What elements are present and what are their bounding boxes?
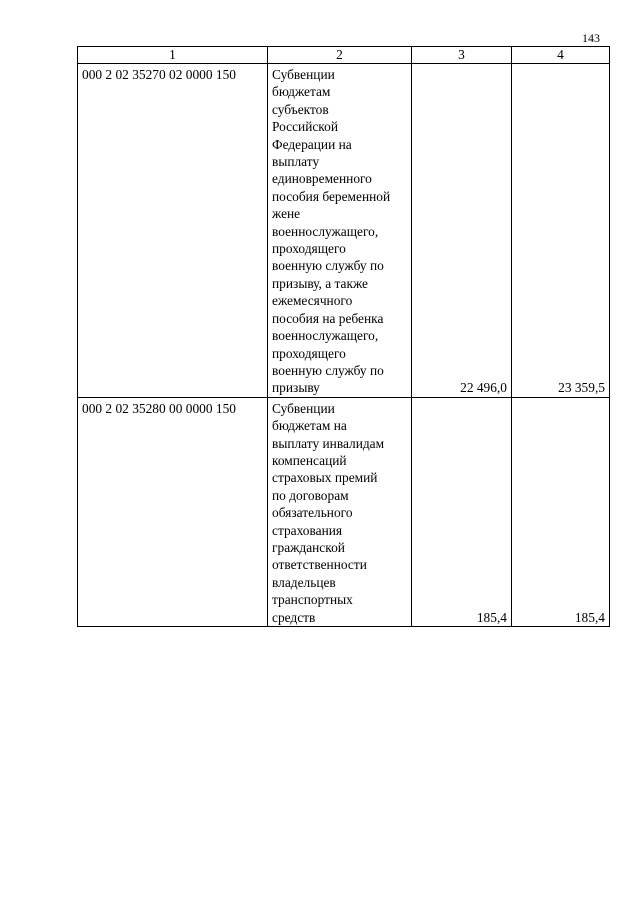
amount-col4: 23 359,5 xyxy=(512,64,610,398)
text-line: выплату xyxy=(272,154,320,170)
text-line: военную службу по xyxy=(272,258,384,274)
text-line: военнослужащего, xyxy=(272,223,379,239)
text-line: проходящего xyxy=(272,241,346,257)
column-header: 4 xyxy=(512,47,610,64)
budget-code: 000 2 02 35280 00 0000 150 xyxy=(78,397,268,626)
text-line: пособия на ребенка xyxy=(272,310,384,326)
text-line: гражданской xyxy=(272,539,345,555)
text-line: призыву, а также xyxy=(272,275,369,291)
text-line: военную службу по xyxy=(272,362,384,378)
text-line: единовременного xyxy=(272,171,372,187)
text-line: Субвенции xyxy=(272,67,335,82)
text-line: бюджетам xyxy=(272,84,331,100)
text-line: Субвенции xyxy=(272,400,335,416)
table-header-row xyxy=(78,47,610,64)
text-line: ответственности xyxy=(272,557,367,573)
page-number: 143 xyxy=(582,31,600,45)
table-row xyxy=(78,64,610,398)
revenue-name xyxy=(268,397,412,626)
budget-table xyxy=(77,46,610,627)
text-line: по договорам xyxy=(272,487,349,503)
amount-col4: 185,4 xyxy=(512,397,610,626)
table-row xyxy=(78,397,610,626)
column-header: 3 xyxy=(412,47,512,64)
text-line: пособия беременной xyxy=(272,188,391,204)
revenue-name xyxy=(268,64,412,398)
amount-col3: 22 496,0 xyxy=(412,64,512,398)
text-line: призыву xyxy=(272,380,320,396)
text-line: субъектов xyxy=(272,101,329,117)
text-line: средств xyxy=(272,609,316,625)
column-header: 1 xyxy=(78,47,268,64)
text-line: владельцев xyxy=(272,574,336,590)
text-line: бюджетам на xyxy=(272,418,347,434)
text-line: обязательного xyxy=(272,505,353,521)
text-line: жене xyxy=(272,206,301,222)
text-line: выплату инвалидам xyxy=(272,435,385,451)
text-line: Российской xyxy=(272,119,338,135)
text-line: ежемесячного xyxy=(272,293,353,309)
text-line: страховых премий xyxy=(272,470,378,486)
text-line: компенсаций xyxy=(272,452,347,468)
budget-code: 000 2 02 35270 02 0000 150 xyxy=(78,64,268,398)
text-line: страхования xyxy=(272,522,343,538)
text-line: транспортных xyxy=(272,592,353,608)
text-line: проходящего xyxy=(272,345,346,361)
amount-col3: 185,4 xyxy=(412,397,512,626)
text-line: Федерации на xyxy=(272,136,352,152)
column-header: 2 xyxy=(268,47,412,64)
text-line: военнослужащего, xyxy=(272,328,379,344)
